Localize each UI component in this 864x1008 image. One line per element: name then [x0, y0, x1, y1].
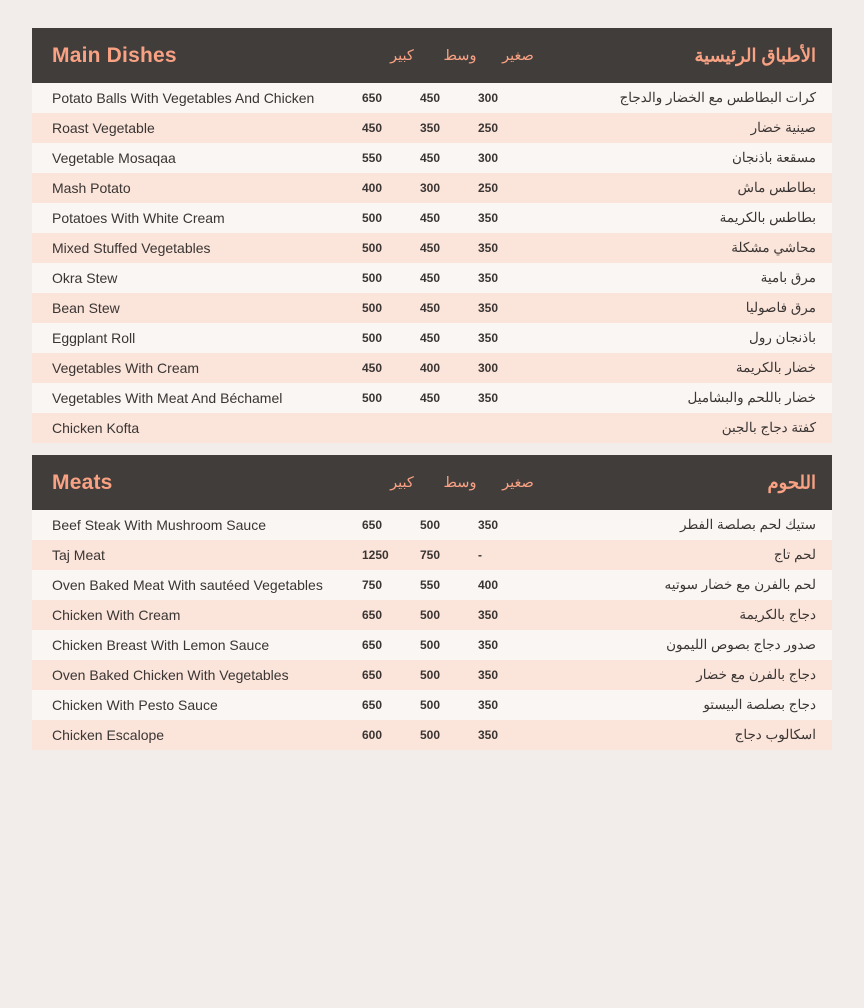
- item-price-large: 1250: [362, 548, 389, 562]
- item-price-large: 650: [362, 91, 383, 105]
- column-header-medium: وسط: [443, 474, 477, 491]
- item-name-en: Potatoes With White Cream: [52, 210, 225, 226]
- item-name-ar: دجاج بصلصة البيستو: [703, 697, 816, 712]
- menu-section: [32, 28, 832, 443]
- item-name-ar: لحم تاج: [773, 547, 816, 562]
- menu-item-row: [32, 293, 832, 323]
- item-price-small: 400: [478, 578, 499, 592]
- section-header: [32, 455, 832, 510]
- item-price-medium: 550: [420, 578, 441, 592]
- menu-item-row: [32, 690, 832, 720]
- menu-item-row: [32, 83, 832, 113]
- item-name-en: Oven Baked Chicken With Vegetables: [52, 667, 289, 683]
- item-price-medium: 400: [420, 361, 441, 375]
- item-name-en: Bean Stew: [52, 300, 120, 316]
- menu-item-row: [32, 630, 832, 660]
- item-name-ar: دجاج بالكريمة: [739, 607, 816, 622]
- item-name-ar: مرق فاصوليا: [745, 300, 816, 315]
- section-title-ar: اللحوم: [767, 472, 816, 492]
- menu-rows: [32, 510, 832, 750]
- item-price-large: 650: [362, 638, 383, 652]
- item-price-small: 300: [478, 361, 499, 375]
- item-price-medium: 450: [420, 151, 441, 165]
- column-header-small: صغير: [502, 474, 534, 491]
- item-name-ar: اسكالوب دجاج: [734, 727, 816, 742]
- item-price-medium: 450: [420, 211, 441, 225]
- item-price-small: 350: [478, 391, 499, 405]
- item-name-en: Chicken Breast With Lemon Sauce: [52, 637, 270, 653]
- column-header-large: كبير: [390, 474, 414, 491]
- item-price-medium: 300: [420, 181, 441, 195]
- item-name-ar: صينية خضار: [750, 120, 816, 135]
- item-name-ar: دجاج بالفرن مع خضار: [696, 667, 816, 682]
- item-name-en: Beef Steak With Mushroom Sauce: [52, 517, 266, 533]
- section-header: [32, 28, 832, 83]
- item-name-ar: خضار بالكريمة: [735, 360, 816, 375]
- menu-item-row: [32, 413, 832, 443]
- item-price-medium: 450: [420, 241, 441, 255]
- item-price-large: 600: [362, 728, 383, 742]
- item-price-large: 650: [362, 698, 383, 712]
- item-name-en: Potato Balls With Vegetables And Chicken: [52, 90, 315, 106]
- menu-sections-container: [32, 28, 832, 750]
- menu-item-row: [32, 113, 832, 143]
- column-header-small: صغير: [502, 47, 534, 64]
- item-price-medium: 450: [420, 271, 441, 285]
- item-name-en: Okra Stew: [52, 270, 118, 286]
- item-price-medium: 500: [420, 518, 441, 532]
- item-name-en: Vegetables With Cream: [52, 360, 200, 376]
- item-price-medium: 350: [420, 121, 441, 135]
- item-price-small: 250: [478, 121, 499, 135]
- item-price-small: 350: [478, 698, 499, 712]
- item-name-en: Chicken Escalope: [52, 727, 165, 743]
- item-price-large: 450: [362, 121, 383, 135]
- menu-item-row: [32, 143, 832, 173]
- item-price-large: 500: [362, 301, 383, 315]
- item-name-ar: لحم بالفرن مع خضار سوتيه: [664, 577, 816, 592]
- item-price-large: 550: [362, 151, 383, 165]
- item-price-medium: 500: [420, 728, 441, 742]
- menu-item-row: [32, 540, 832, 570]
- item-name-ar: خضار باللحم والبشاميل: [687, 390, 816, 405]
- item-name-ar: مرق بامية: [760, 270, 816, 285]
- item-name-en: Chicken Kofta: [52, 420, 140, 436]
- section-title-ar: الأطباق الرئيسية: [694, 45, 816, 65]
- section-title-en: Meats: [52, 470, 113, 494]
- item-name-en: Roast Vegetable: [52, 120, 155, 136]
- item-price-large: 650: [362, 668, 383, 682]
- item-name-ar: كرات البطاطس مع الخضار والدجاج: [619, 90, 816, 105]
- item-name-ar: كفتة دجاج بالجبن: [721, 420, 816, 435]
- item-price-small: -: [478, 548, 482, 562]
- item-price-large: 500: [362, 331, 383, 345]
- section-title-en: Main Dishes: [52, 43, 177, 67]
- item-name-en: Eggplant Roll: [52, 330, 136, 346]
- item-name-en: Vegetable Mosaqaa: [52, 150, 176, 166]
- item-name-en: Oven Baked Meat With sautéed Vegetables: [52, 577, 323, 593]
- item-name-en: Mixed Stuffed Vegetables: [52, 240, 211, 256]
- item-price-small: 300: [478, 91, 499, 105]
- item-price-small: 250: [478, 181, 499, 195]
- item-name-en: Mash Potato: [52, 180, 131, 196]
- item-price-small: 350: [478, 608, 499, 622]
- item-name-ar: باذنجان رول: [749, 330, 816, 345]
- menu-item-row: [32, 510, 832, 540]
- item-name-ar: صدور دجاج بصوص الليمون: [666, 637, 816, 652]
- menu-item-row: [32, 263, 832, 293]
- item-name-ar: محاشي مشكلة: [731, 240, 816, 255]
- menu-item-row: [32, 203, 832, 233]
- item-price-small: 350: [478, 518, 499, 532]
- menu-item-row: [32, 720, 832, 750]
- item-name-en: Taj Meat: [52, 547, 105, 563]
- item-price-medium: 450: [420, 331, 441, 345]
- item-price-large: 650: [362, 608, 383, 622]
- item-name-en: Chicken With Cream: [52, 607, 181, 623]
- menu-item-row: [32, 660, 832, 690]
- menu-item-row: [32, 353, 832, 383]
- menu-item-row: [32, 600, 832, 630]
- item-price-medium: 500: [420, 638, 441, 652]
- item-price-small: 350: [478, 331, 499, 345]
- menu-item-row: [32, 233, 832, 263]
- item-price-small: 300: [478, 151, 499, 165]
- item-price-medium: 500: [420, 668, 441, 682]
- item-price-small: 350: [478, 271, 499, 285]
- item-price-large: 500: [362, 211, 383, 225]
- item-price-medium: 500: [420, 608, 441, 622]
- menu-section: [32, 455, 832, 750]
- column-header-large: كبير: [390, 47, 414, 64]
- item-name-ar: بطاطس بالكريمة: [719, 210, 816, 225]
- item-name-ar: ستيك لحم بصلصة الفطر: [680, 517, 816, 532]
- item-price-medium: 750: [420, 548, 441, 562]
- column-header-medium: وسط: [443, 47, 477, 64]
- item-price-small: 350: [478, 241, 499, 255]
- menu-item-row: [32, 570, 832, 600]
- item-price-small: 350: [478, 668, 499, 682]
- item-price-large: 500: [362, 241, 383, 255]
- item-name-ar: مسقعة باذنجان: [732, 150, 816, 165]
- item-price-medium: 450: [420, 391, 441, 405]
- item-price-medium: 450: [420, 91, 441, 105]
- menu-rows: [32, 83, 832, 443]
- menu-item-row: [32, 323, 832, 353]
- item-price-small: 350: [478, 301, 499, 315]
- item-name-en: Chicken With Pesto Sauce: [52, 697, 218, 713]
- item-name-en: Vegetables With Meat And Béchamel: [52, 390, 283, 406]
- item-price-small: 350: [478, 638, 499, 652]
- item-price-large: 750: [362, 578, 383, 592]
- item-price-small: 350: [478, 211, 499, 225]
- item-price-medium: 450: [420, 301, 441, 315]
- item-price-medium: 500: [420, 698, 441, 712]
- item-name-ar: بطاطس ماش: [737, 180, 816, 195]
- menu-item-row: [32, 173, 832, 203]
- menu-item-row: [32, 383, 832, 413]
- item-price-large: 400: [362, 181, 383, 195]
- item-price-large: 500: [362, 391, 383, 405]
- item-price-large: 650: [362, 518, 383, 532]
- item-price-large: 500: [362, 271, 383, 285]
- item-price-small: 350: [478, 728, 499, 742]
- item-price-large: 450: [362, 361, 383, 375]
